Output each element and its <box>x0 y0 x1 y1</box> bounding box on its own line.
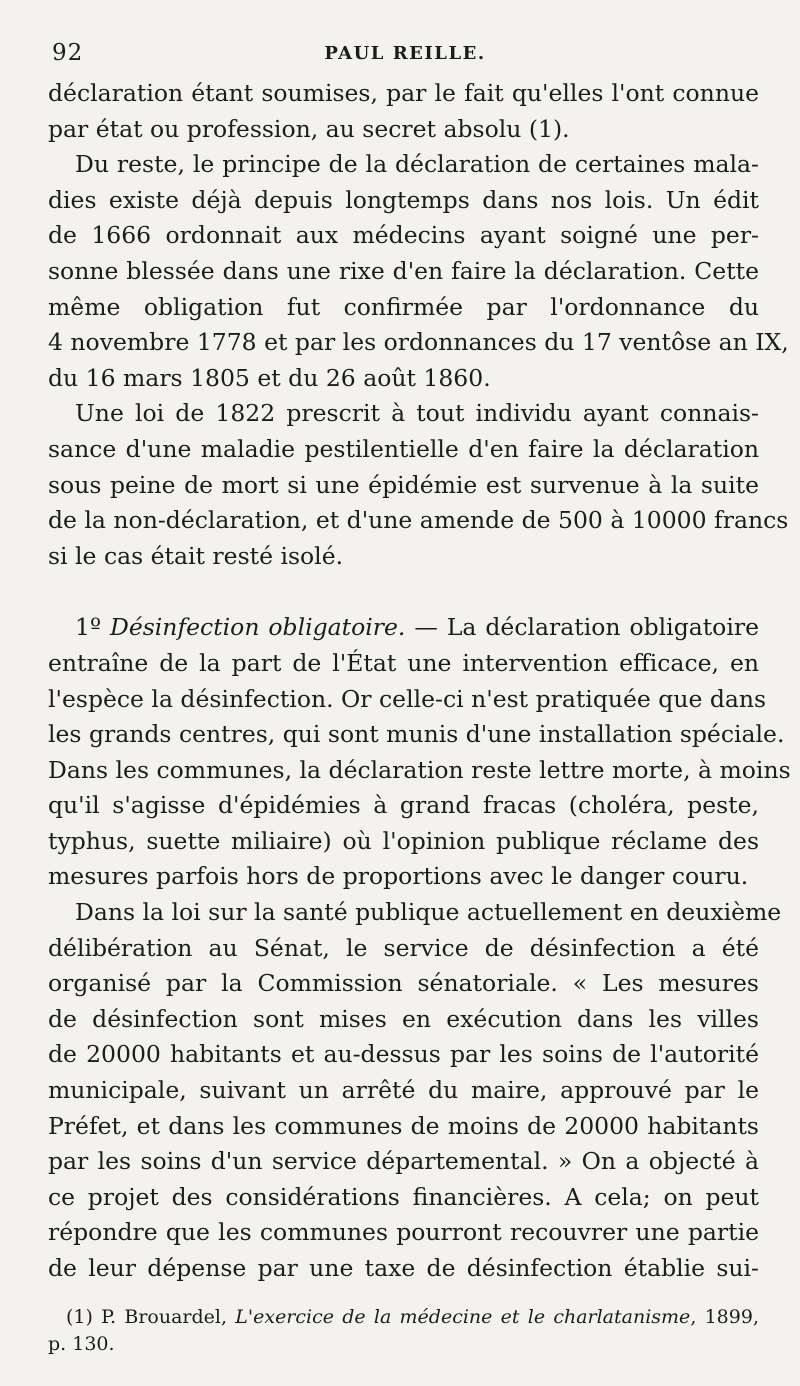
text-line: 4 novembre 1778 et par les ordonnances du 17 ventôse an IX, <box>48 328 789 357</box>
text-line: si le cas était resté isolé. <box>48 541 344 570</box>
text-line: même obligation fut confirmée par l'ordonnance du <box>48 292 759 321</box>
section-heading: Désinfection obligatoire. <box>109 613 406 642</box>
text-line: de 20000 habitants et au-dessus par les soins de l'autorité <box>48 1040 759 1069</box>
text-line: les grands centres, qui sont munis d'une installation spéciale. <box>48 720 785 749</box>
text-line: ce projet des considérations financières. A cela; on peut <box>48 1182 759 1211</box>
footnote-marker: (1) P. Brouardel, <box>66 1306 236 1328</box>
section-marker: 1º <box>75 613 102 642</box>
text-line: dies existe déjà depuis longtemps dans nos lois. Un édit <box>48 185 759 214</box>
body-text <box>48 76 791 1287</box>
text-line: Préfet, et dans les communes de moins de 20000 habitants <box>48 1111 759 1140</box>
page-number: 92 <box>52 40 84 66</box>
text-line: l'espèce la désinfection. Or celle-ci n'est pratiquée que dans <box>48 684 767 713</box>
text-line: déclaration étant soumises, par le fait qu'elles l'ont connue <box>48 79 759 107</box>
section-heading-line <box>48 610 759 646</box>
text-line: par état ou profession, au secret absolu (1). <box>48 114 570 143</box>
text-line: Du reste, le principe de la déclaration de certaines mala- <box>75 150 759 179</box>
running-head: PAUL REILLE. <box>324 43 486 64</box>
text-line: répondre que les communes pourront recouvrer une partie <box>48 1218 759 1247</box>
footnote-rest: , 1899, <box>690 1306 759 1328</box>
text-line: organisé par la Commission sénatoriale. « Les mesures <box>48 969 759 998</box>
text-line: de 1666 ordonnait aux médecins ayant soigné une per- <box>48 221 759 250</box>
text-line: délibération au Sénat, le service de désinfection a été <box>48 933 759 962</box>
footnote-line: p. 130. <box>48 1333 115 1355</box>
text-line: municipale, suivant un arrêté du maire, approuvé par le <box>48 1076 759 1105</box>
text-line: Dans la loi sur la santé publique actuellement en deuxième <box>75 898 782 927</box>
text-line: Une loi de 1822 prescrit à tout individu ayant connais- <box>75 399 759 428</box>
text-line: par les soins d'un service départemental. » On a objecté à <box>48 1147 759 1176</box>
text-line: mesures parfois hors de proportions avec le danger couru. <box>48 862 749 891</box>
section-gap <box>48 574 759 610</box>
text-line: de leur dépense par une taxe de désinfection établie sui- <box>48 1254 759 1282</box>
footnote-title: L'exercice de la médecine et le charlatanisme <box>235 1306 691 1328</box>
footnote <box>48 1304 759 1358</box>
section-heading-rest: — La déclaration obligatoire <box>405 613 759 642</box>
text-line: de désinfection sont mises en exécution dans les villes <box>48 1004 759 1033</box>
text-line: typhus, suette miliaire) où l'opinion publique réclame des <box>48 826 759 855</box>
text-line: qu'il s'agisse d'épidémies à grand fracas (choléra, peste, <box>48 791 759 820</box>
text-line: sance d'une maladie pestilentielle d'en faire la déclaration <box>48 434 759 463</box>
text-line: entraîne de la part de l'État une intervention efficace, en <box>48 648 759 677</box>
text-line: sous peine de mort si une épidémie est survenue à la suite <box>48 470 759 499</box>
text-line: Dans les communes, la déclaration reste lettre morte, à moins <box>48 755 791 784</box>
text-line: du 16 mars 1805 et du 26 août 1860. <box>48 363 491 392</box>
text-line: de la non-déclaration, et d'une amende de 500 à 10000 francs <box>48 506 789 535</box>
text-line: sonne blessée dans une rixe d'en faire la déclaration. Cette <box>48 256 759 285</box>
footnote-line <box>48 1304 759 1331</box>
page-header <box>50 38 760 72</box>
